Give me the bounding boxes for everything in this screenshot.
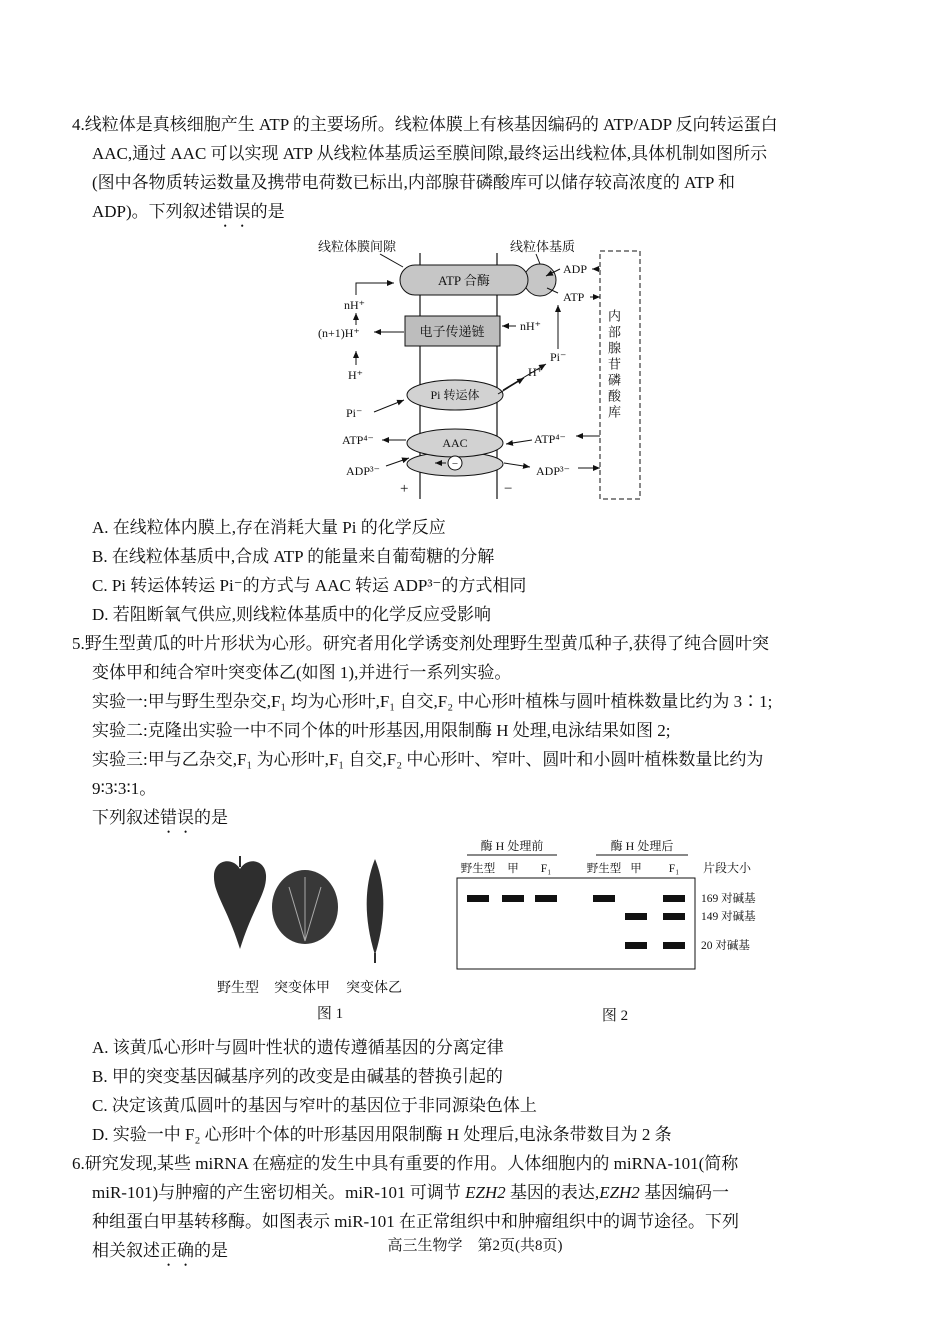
text-segment: (图中各物质转运数量及携带电荷数已标出,内部腺苷磷酸库可以储存较高浓度的 ATP 和 — [92, 173, 736, 192]
text-segment: 种组蛋白甲基转移酶。如图表示 miR-101 在正常组织中和肿瘤组织中的调节途径。下列 — [92, 1212, 739, 1231]
label-aac: AAC — [442, 436, 468, 450]
size-label-149: 149 对碱基 — [701, 911, 756, 923]
text-segment: 错误 — [216, 202, 251, 221]
label-h-right: H⁺ — [528, 365, 543, 379]
q5-stem-line-1 — [72, 629, 884, 658]
label-atp4-right: ATP⁴⁻ — [534, 432, 566, 446]
gel-lane-labels — [461, 861, 679, 875]
text-segment: AAC,通过 AAC 可以实现 ATP 从线粒体基质运至膜间隙,最终运出线粒体,具体机制如图所示 — [92, 144, 768, 163]
label-atp4-left: ATP⁴⁻ — [342, 433, 374, 447]
label-adp-top: ADP — [563, 262, 588, 276]
q4-option-b: B. 在线粒体基质中,合成 ATP 的能量来自葡萄糖的分解 — [92, 547, 495, 566]
label-intermembrane-space: 线粒体膜间隙 — [318, 239, 397, 254]
q5-stem-line-5 — [92, 745, 884, 774]
mitochondria-diagram — [300, 237, 660, 509]
wild-type-leaf-shape — [214, 861, 266, 949]
page-content — [72, 110, 884, 1270]
leaves-svg — [205, 853, 445, 965]
question-5 — [72, 629, 884, 1149]
label-membrane-plus: + — [400, 481, 409, 497]
q4-stem-line-2 — [92, 139, 884, 168]
label-atp-synthase: ATP 合酶 — [438, 273, 490, 288]
lane-label-f1-before: F₁ — [540, 863, 552, 875]
mutant-b-leaf-shape — [367, 859, 384, 955]
gel-size-labels — [701, 891, 756, 952]
text-segment: 6.研究发现,某些 miRNA 在癌症的发生中具有重要的作用。人体细胞内的 miRNA-101(简称 — [72, 1154, 739, 1173]
text-segment: 的是 — [250, 202, 285, 221]
text-segment: 实验一:甲与野生型杂交,F₁ 均为心形叶,F₁ 自交,F₂ 中心形叶植株与圆叶植株数量比约为 3∶1; — [92, 692, 773, 711]
lane-label-f1-after: F₁ — [668, 863, 680, 875]
q4-options — [72, 513, 884, 629]
q5-stem-line-3 — [92, 687, 884, 716]
label-pi-right: Pi⁻ — [550, 350, 567, 364]
label-membrane-minus: − — [504, 481, 513, 497]
label-pi-left: Pi⁻ — [346, 406, 363, 420]
size-label-169: 169 对碱基 — [701, 893, 756, 905]
label-atp-top: ATP — [563, 290, 585, 304]
charge-minus-sign: − — [451, 458, 459, 470]
q6-stem-line-2 — [92, 1178, 884, 1207]
gel-band — [502, 895, 524, 902]
text-segment: 正确 — [160, 1241, 194, 1260]
label-adp3-left: ADP³⁻ — [346, 464, 380, 478]
gel-group-title-before: 酶 H 处理前 — [480, 839, 544, 853]
gel-band — [535, 895, 557, 902]
figure-1-leaves — [205, 839, 455, 1031]
q4-stem-line-4 — [92, 197, 884, 231]
q5-option-c: C. 决定该黄瓜圆叶的基因与窄叶的基因位于非同源染色体上 — [92, 1096, 537, 1115]
q4-stem-line-3 — [92, 168, 884, 197]
label-nucleotide-pool: 内部腺苷磷酸库 — [606, 309, 621, 421]
size-label-20: 20 对碱基 — [701, 940, 750, 952]
text-segment: 基因的表达, — [505, 1183, 600, 1202]
label-h-left: H⁺ — [348, 368, 363, 382]
label-nh-left: nH⁺ — [344, 298, 365, 312]
gel-band — [663, 913, 685, 920]
text-segment: 变体甲和纯合窄叶突变体乙(如图 1),并进行一系列实验。 — [92, 663, 512, 682]
text-segment: 相关叙述 — [92, 1241, 160, 1260]
label-wild-type: 野生型 — [217, 981, 259, 996]
text-segment: 错误 — [160, 808, 194, 827]
lane-label-wt-before: 野生型 — [460, 863, 496, 875]
atp-synthase-knob — [524, 264, 556, 296]
q6-stem-line-3 — [92, 1207, 884, 1236]
gel-svg — [455, 839, 765, 989]
gel-band — [467, 895, 489, 902]
text-segment: 基因编码一 — [639, 1183, 730, 1202]
figure-2-gel — [455, 839, 775, 1031]
q5-option-b: B. 甲的突变基因碱基序列的改变是由碱基的替换引起的 — [92, 1067, 503, 1086]
q4-option-c: C. Pi 转运体转运 Pi⁻的方式与 AAC 转运 ADP³⁻的方式相同 — [92, 576, 527, 595]
text-segment: EZH2 — [465, 1183, 506, 1202]
gel-band — [593, 895, 615, 902]
gel-group-title-after: 酶 H 处理后 — [610, 839, 674, 853]
label-nh-right: nH⁺ — [520, 319, 541, 333]
text-segment: EZH2 — [599, 1183, 640, 1202]
q5-stem-line-4 — [92, 716, 884, 745]
text-segment: 实验三:甲与乙杂交,F₁ 为心形叶,F₁ 自交,F₂ 中心形叶、窄叶、圆叶和小圆叶植株数量比约为 — [92, 750, 764, 769]
gel-band — [625, 913, 647, 920]
q5-options — [72, 1033, 884, 1149]
text-segment: 4.线粒体是真核细胞产生 ATP 的主要场所。线粒体膜上有核基因编码的 ATP/ADP 反向转运蛋白 — [72, 115, 778, 134]
label-etc-chain: 电子传递链 — [419, 324, 485, 339]
q6-stem-line-1 — [72, 1149, 884, 1178]
label-mutant-a: 突变体甲 — [274, 981, 330, 996]
text-segment: 实验二:克隆出实验一中不同个体的叶形基因,用限制酶 H 处理,电泳结果如图 2; — [92, 721, 671, 740]
gel-box — [457, 878, 695, 969]
q5-stem-line-7 — [92, 803, 884, 837]
question-4 — [72, 110, 884, 629]
label-mutant-b: 突变体乙 — [346, 981, 402, 996]
gel-size-header: 片段大小 — [702, 861, 752, 875]
label-matrix: 线粒体基质 — [510, 239, 576, 254]
q5-option-a: A. 该黄瓜心形叶与圆叶性状的遗传遵循基因的分离定律 — [92, 1038, 504, 1057]
lane-label-a-after: 甲 — [630, 863, 642, 875]
q5-option-d: D. 实验一中 F₂ 心形叶个体的叶形基因用限制酶 H 处理后,电泳条带数目为 2 条 — [92, 1125, 672, 1144]
gel-band — [625, 942, 647, 949]
label-adp3-right: ADP³⁻ — [536, 464, 570, 478]
text-segment: 的是 — [194, 808, 228, 827]
text-segment: miR-101)与肿瘤的产生密切相关。miR-101 可调节 — [92, 1183, 466, 1202]
lane-label-wt-after: 野生型 — [586, 863, 622, 875]
q4-option-a: A. 在线粒体内膜上,存在消耗大量 Pi 的化学反应 — [92, 518, 446, 537]
gel-band — [663, 942, 685, 949]
gel-band — [663, 895, 685, 902]
label-n1h-left: (n+1)H⁺ — [318, 326, 360, 340]
q4-stem-line-1 — [72, 110, 884, 139]
figure-1-caption: 图 1 — [316, 1006, 344, 1022]
text-segment: 9∶3∶3∶1。 — [92, 779, 157, 798]
text-segment: 下列叙述 — [92, 808, 160, 827]
q5-figures-row — [205, 839, 884, 1031]
text-segment: 5.野生型黄瓜的叶片形状为心形。研究者用化学诱变剂处理野生型黄瓜种子,获得了纯合圆叶突 — [72, 634, 769, 653]
q5-stem-line-2 — [92, 658, 884, 687]
text-segment: ADP)。下列叙述 — [92, 202, 217, 221]
label-pi-transporter: Pi 转运体 — [430, 388, 480, 402]
page-footer: 高三生物学 第2页(共8页) — [387, 1238, 563, 1254]
q5-stem-line-6 — [92, 774, 884, 803]
text-segment: 的是 — [194, 1241, 228, 1260]
leaf-labels — [205, 974, 455, 996]
lane-label-a-before: 甲 — [507, 863, 519, 875]
figure-2-caption: 图 2 — [601, 1008, 629, 1024]
q4-option-d: D. 若阻断氧气供应,则线粒体基质中的化学反应受影响 — [92, 605, 492, 624]
